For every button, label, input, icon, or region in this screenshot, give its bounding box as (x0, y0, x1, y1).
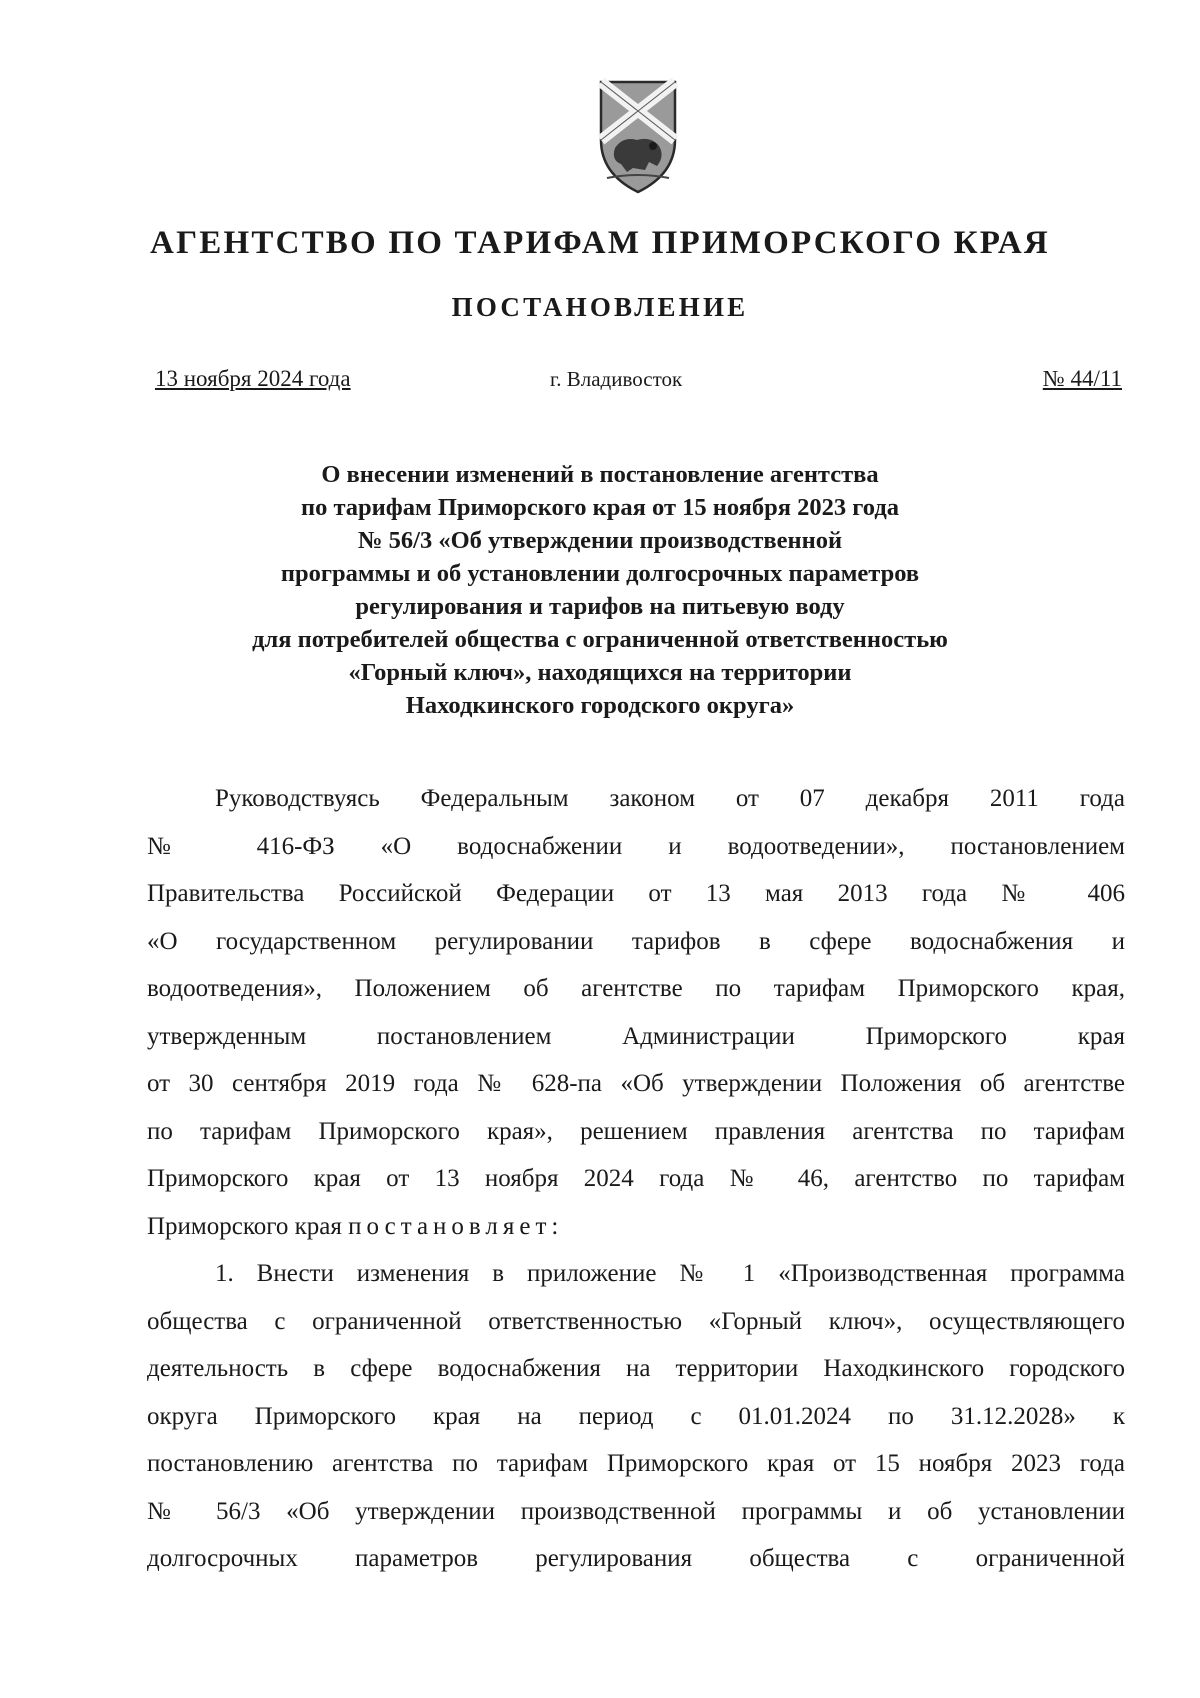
item-1-line: № 56/3 «Об утверждении производственной программы и об установлении (147, 1497, 1125, 1525)
item-1-paragraph (147, 1250, 1125, 1583)
coat-of-arms-icon (593, 78, 683, 196)
agency-name: АГЕНТСТВО ПО ТАРИФАМ ПРИМОРСКОГО КРАЯ (150, 225, 1050, 261)
preamble-line: от 30 сентября 2019 года № 628-па «Об утверждении Положения об агентстве (147, 1070, 1125, 1097)
title-line: Находкинского городского округа» (405, 692, 795, 719)
title-line: для потребителей общества с ограниченной ответственностью (252, 626, 948, 653)
preamble-paragraph (147, 775, 1125, 1250)
document-title (150, 458, 1050, 722)
item-1-line: постановлению агентства по тарифам Приморского края от 15 ноября 2023 года (147, 1450, 1125, 1477)
item-1-line: долгосрочных параметров регулирования общества с ограниченной (147, 1545, 1125, 1572)
document-type: ПОСТАНОВЛЕНИЕ (451, 292, 749, 322)
title-line: О внесении изменений в постановление агентства (321, 461, 879, 488)
preamble-line: «О государственном регулировании тарифов в сфере водоснабжения и (147, 927, 1125, 955)
title-line: программы и об установлении долгосрочных параметров (280, 560, 920, 587)
document-body (147, 775, 1125, 1583)
preamble-line: Приморского края от 13 ноября 2024 года № 46, агентство по тарифам (147, 1165, 1125, 1192)
preamble-line: водоотведения», Положением об агентстве по тарифам Приморского края, (147, 975, 1125, 1002)
preamble-line: Руководствуясь Федеральным законом от 07 декабря 2011 года (215, 785, 1125, 812)
item-1-line: округа Приморского края на период с 01.01.2024 по 31.12.2028» к (147, 1402, 1125, 1430)
title-line: «Горный ключ», находящихся на территории (348, 659, 852, 686)
resolves-word: постановляет: (348, 1212, 564, 1240)
preamble-line: № 416-ФЗ «О водоснабжении и водоотведении», постановлением (147, 832, 1125, 860)
document-city: г. Владивосток (550, 367, 683, 391)
preamble-line: утвержденным постановлением Администрации Приморского края (147, 1022, 1125, 1050)
preamble-line: по тарифам Приморского края», решением правления агентства по тарифам (147, 1117, 1125, 1145)
title-line: № 56/3 «Об утверждении производственной (357, 527, 843, 554)
preamble-line-last (147, 1203, 1125, 1251)
item-1-line: общества с ограниченной ответственностью «Горный ключ», осуществляющего (147, 1307, 1125, 1335)
item-1-line: 1. Внести изменения в приложение № 1 «Производственная программа (215, 1260, 1125, 1287)
preamble-line: Правительства Российской Федерации от 13 мая 2013 года № 406 (147, 880, 1125, 907)
document-number: № 44/11 (1042, 366, 1122, 391)
title-line: регулирования и тарифов на питьевую воду (355, 593, 845, 620)
item-1-line: деятельность в сфере водоснабжения на территории Находкинского городского (147, 1355, 1125, 1382)
document-date: 13 ноября 2024 года (155, 366, 351, 391)
preamble-ending: Приморского края (147, 1212, 342, 1240)
title-line: по тарифам Приморского края от 15 ноября 2023 года (300, 494, 899, 521)
